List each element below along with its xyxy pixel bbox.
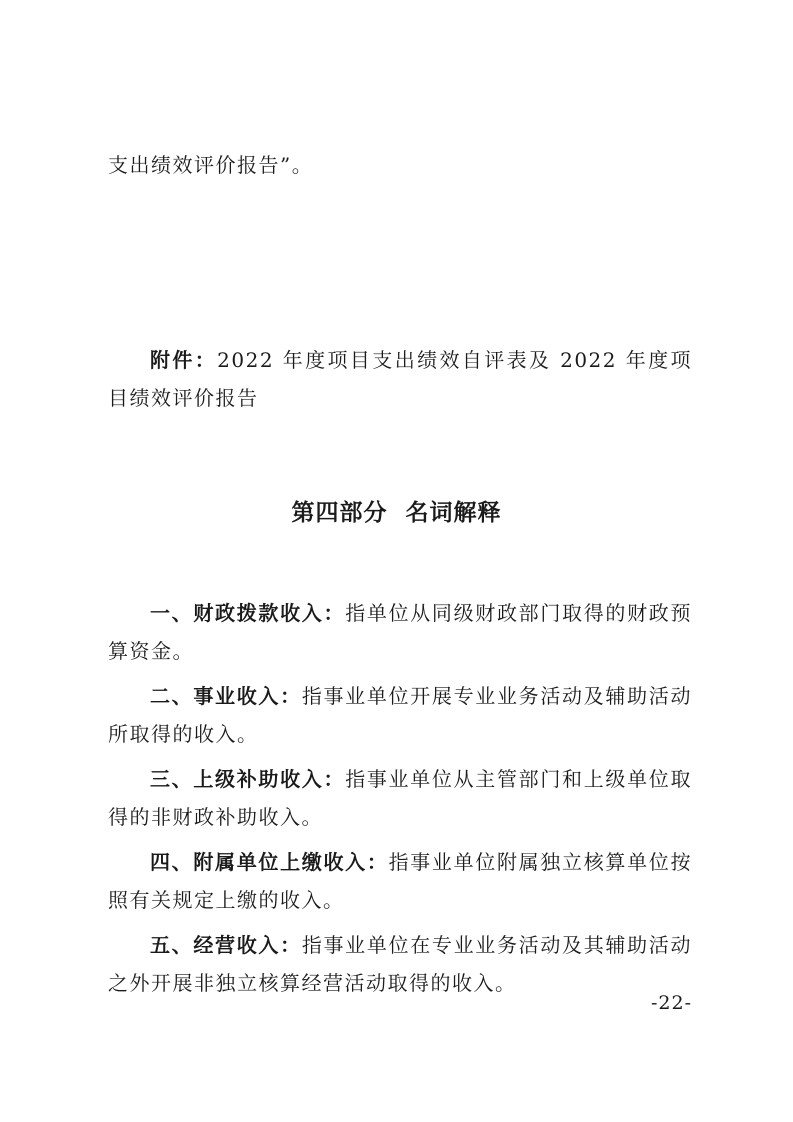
definition-text: 指事业单位开展专业业务活动及辅助活动所取得的收入。 xyxy=(108,684,692,746)
definition-item xyxy=(108,926,692,1002)
definition-term: 三、上级补助收入： xyxy=(150,767,346,791)
definition-text: 指事业单位从主管部门和上级单位取得的非财政补助收入。 xyxy=(108,767,692,829)
definition-text: 指事业单位在专业业务活动及其辅助活动之外开展非独立核算经营活动取得的收入。 xyxy=(108,933,692,995)
continuation-text: 支出绩效评价报告”。 xyxy=(108,153,314,177)
definition-term: 五、经营收入： xyxy=(150,933,302,957)
definition-item xyxy=(108,594,692,670)
definition-term: 四、附属单位上缴收入： xyxy=(150,850,389,874)
attachment-label: 附件： xyxy=(150,348,218,372)
attachment-text: 2022 年度项目支出绩效自评表及 2022 年度项目绩效评价报告 xyxy=(108,348,693,410)
page-number: -22- xyxy=(650,992,692,1014)
attachment-paragraph xyxy=(108,341,692,417)
continuation-paragraph xyxy=(108,146,692,184)
definition-term: 二、事业收入： xyxy=(150,684,302,708)
definitions-list xyxy=(108,594,692,1009)
section-title: 第四部分 名词解释 xyxy=(291,499,502,526)
definition-item xyxy=(108,843,692,919)
definition-text: 指单位从同级财政部门取得的财政预算资金。 xyxy=(108,601,692,663)
definition-term: 一、财政拨款收入： xyxy=(150,601,346,625)
definition-item xyxy=(108,760,692,836)
definition-item xyxy=(108,677,692,753)
definition-text: 指事业单位附属独立核算单位按照有关规定上缴的收入。 xyxy=(108,850,692,912)
